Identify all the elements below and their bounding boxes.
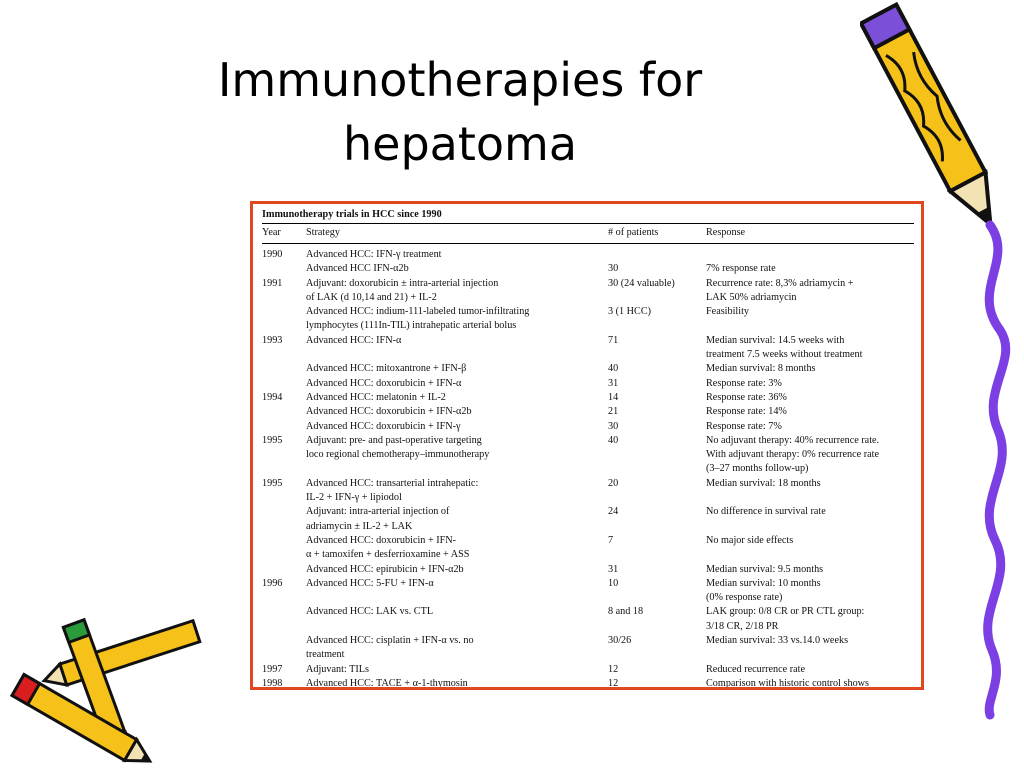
- cell-year-line: [262, 605, 306, 619]
- cell-response-line: No major side effects: [706, 534, 794, 546]
- cell-patients-line: 3 (1 HCC): [608, 306, 652, 318]
- table-row: [262, 334, 914, 363]
- cell-strategy: [306, 477, 608, 506]
- table-row: [262, 505, 914, 534]
- cell-strategy: [306, 663, 608, 677]
- cell-year: [262, 563, 306, 577]
- cell-response-line: Median survival: 14.5 weeks with: [706, 334, 845, 346]
- cell-strategy: [306, 391, 608, 405]
- cell-patients: [608, 334, 706, 363]
- cell-strategy: [306, 634, 608, 663]
- cell-response-line: 7% response rate: [706, 263, 776, 275]
- cell-patients: [608, 405, 706, 419]
- cell-year-line: [262, 405, 306, 419]
- cell-patients-line: 21: [608, 406, 619, 418]
- cell-patients: [608, 505, 706, 534]
- cell-year: [262, 405, 306, 419]
- cell-strategy: [306, 377, 608, 391]
- cell-patients-line: [608, 248, 706, 262]
- cell-strategy-line: Advanced HCC: doxorubicin + IFN-γ: [306, 420, 461, 432]
- cell-strategy-line: Advanced HCC: melatonin + IL-2: [306, 391, 446, 403]
- cell-year-line: 1996: [262, 577, 283, 589]
- squiggle-decoration-icon: [960, 220, 1024, 720]
- cell-strategy: [306, 505, 608, 534]
- cell-patients-line: 24: [608, 506, 619, 518]
- cell-patients: [608, 563, 706, 577]
- cell-response: [706, 248, 914, 262]
- cell-patients-line: 12: [608, 677, 619, 689]
- cell-patients-line: 31: [608, 377, 619, 389]
- cell-year: [262, 434, 306, 477]
- cell-year-line: [262, 362, 306, 376]
- cell-strategy-line: loco regional chemotherapy–immunotherapy: [306, 449, 490, 461]
- cell-patients: [608, 277, 706, 306]
- cell-patients: [608, 663, 706, 677]
- cell-year: [262, 362, 306, 376]
- cell-year-line: 1993: [262, 334, 283, 346]
- cell-strategy-line: Advanced HCC: LAK vs. CTL: [306, 606, 434, 618]
- cell-strategy: [306, 262, 608, 276]
- cell-patients-line: 14: [608, 391, 619, 403]
- cell-strategy-line: IL-2 + IFN-γ + lipiodol: [306, 492, 402, 504]
- cell-strategy-line: Adjuvant: pre- and past-operative targeting: [306, 434, 482, 446]
- cell-patients: [608, 377, 706, 391]
- table-row: [262, 577, 914, 606]
- cell-strategy: [306, 434, 608, 477]
- table-row: [262, 634, 914, 663]
- cell-patients-line: 40: [608, 434, 619, 446]
- cell-year: [262, 677, 306, 690]
- table-row: [262, 563, 914, 577]
- table-row: [262, 362, 914, 376]
- cell-year: [262, 577, 306, 606]
- cell-year-line: [262, 563, 306, 577]
- cell-response: [706, 605, 914, 634]
- cell-strategy-line: Advanced HCC IFN-α2b: [306, 263, 409, 275]
- cell-strategy-line: Adjuvant: doxorubicin ± intra-arterial injection: [306, 277, 499, 289]
- cell-response: [706, 634, 914, 663]
- cell-patients: [608, 362, 706, 376]
- cell-strategy-line: Advanced HCC: mitoxantrone + IFN-β: [306, 363, 467, 375]
- cell-patients-line: 7: [608, 534, 614, 546]
- cell-response-line: No adjuvant therapy: 40% recurrence rate.: [706, 434, 880, 446]
- immunotherapy-table: [262, 208, 914, 690]
- cell-response: [706, 334, 914, 363]
- cell-year: [262, 605, 306, 634]
- table-row: [262, 534, 914, 563]
- cell-patients: [608, 477, 706, 506]
- cell-patients: [608, 677, 706, 690]
- cell-year-line: [262, 305, 306, 319]
- cell-year-line: [262, 377, 306, 391]
- cell-strategy: [306, 362, 608, 376]
- cell-strategy-line: of LAK (d 10,14 and 21) + IL-2: [306, 291, 437, 303]
- cell-year: [262, 534, 306, 563]
- cell-patients-line: 30: [608, 263, 619, 275]
- table-row: [262, 663, 914, 677]
- table-row: [262, 420, 914, 434]
- cell-strategy-line: Advanced HCC: indium-111-labeled tumor-infiltrating: [306, 306, 530, 318]
- cell-response-line: [706, 248, 914, 262]
- cell-year: [262, 262, 306, 276]
- cell-year: [262, 248, 306, 262]
- cell-response-line: Comparison with historic control shows: [706, 677, 869, 689]
- cell-response-line: Median survival: 10 months: [706, 577, 821, 589]
- cell-strategy-line: adriamycin ± IL-2 + LAK: [306, 520, 413, 532]
- cell-strategy-line: Adjuvant: intra-arterial injection of: [306, 506, 450, 518]
- cell-response: [706, 362, 914, 376]
- cell-year: [262, 277, 306, 306]
- cell-strategy: [306, 405, 608, 419]
- cell-year-line: 1997: [262, 663, 283, 675]
- cell-year-line: 1995: [262, 477, 283, 489]
- cell-patients-line: 20: [608, 477, 619, 489]
- cell-strategy: [306, 605, 608, 634]
- cell-response: [706, 434, 914, 477]
- cell-response-line: (0% response rate): [706, 592, 783, 604]
- cell-strategy-line: Advanced HCC: transarterial intrahepatic:: [306, 477, 479, 489]
- cell-response-line: Response rate: 3%: [706, 377, 782, 389]
- cell-strategy-line: α + tamoxifen + desferrioxamine + ASS: [306, 549, 470, 561]
- cell-response-line: Median survival: 33 vs.14.0 weeks: [706, 635, 849, 647]
- cell-strategy-line: Advanced HCC: 5-FU + IFN-α: [306, 577, 434, 589]
- cell-patients-line: 31: [608, 563, 619, 575]
- cell-strategy-line: Advanced HCC: IFN-α: [306, 334, 402, 346]
- cell-strategy-line: Adjuvant: TILs: [306, 663, 369, 675]
- cell-response-line: Response rate: 14%: [706, 406, 787, 418]
- cell-strategy: [306, 248, 608, 262]
- cell-patients: [608, 434, 706, 477]
- cell-strategy-line: Advanced HCC: TACE + α-1-thymosin: [306, 677, 468, 689]
- cell-response-line: Median survival: 9.5 months: [706, 563, 824, 575]
- cell-strategy: [306, 563, 608, 577]
- cell-patients: [608, 534, 706, 563]
- cell-response-line: With adjuvant therapy: 0% recurrence rate: [706, 449, 879, 461]
- cell-year: [262, 334, 306, 363]
- cell-year-line: 1991: [262, 277, 283, 289]
- cell-response: [706, 663, 914, 677]
- cell-response: [706, 377, 914, 391]
- cell-patients: [608, 305, 706, 334]
- table-row: [262, 305, 914, 334]
- cell-year-line: 1995: [262, 434, 283, 446]
- cell-response: [706, 477, 914, 506]
- cell-year-line: 1994: [262, 391, 283, 403]
- cell-response: [706, 505, 914, 534]
- cell-patients-line: 8 and 18: [608, 606, 644, 618]
- table-row: [262, 277, 914, 306]
- cell-strategy-line: Advanced HCC: doxorubicin + IFN-α2b: [306, 406, 472, 418]
- cell-response-line: Reduced recurrence rate: [706, 663, 805, 675]
- cell-patients-line: 30: [608, 420, 619, 432]
- cell-response-line: Recurrence rate: 8,3% adriamycin +: [706, 277, 854, 289]
- cell-year: [262, 420, 306, 434]
- cell-year: [262, 663, 306, 677]
- cell-year: [262, 505, 306, 534]
- cell-patients-line: 40: [608, 363, 619, 375]
- cell-response-line: Median survival: 18 months: [706, 477, 821, 489]
- cell-response: [706, 677, 914, 690]
- table-header-row: [262, 224, 914, 244]
- cell-patients: [608, 248, 706, 262]
- cell-strategy-line: treatment: [306, 649, 345, 661]
- cell-patients-line: 71: [608, 334, 619, 346]
- cell-year: [262, 391, 306, 405]
- cell-response-line: LAK 50% adriamycin: [706, 291, 797, 303]
- cell-year-line: 1998: [262, 677, 283, 689]
- cell-patients-line: 30 (24 valuable): [608, 277, 675, 289]
- cell-year: [262, 305, 306, 334]
- cell-year-line: [262, 420, 306, 434]
- table-row: [262, 248, 914, 262]
- title-line-1: Immunotherapies for: [217, 53, 703, 107]
- cell-year-line: [262, 262, 306, 276]
- cell-strategy: [306, 577, 608, 606]
- cell-patients: [608, 420, 706, 434]
- cell-year: [262, 634, 306, 663]
- cell-response: [706, 262, 914, 276]
- header-patients: # of patients: [608, 227, 659, 239]
- cell-year: [262, 477, 306, 506]
- slide-title: [160, 48, 760, 176]
- header-response: Response: [706, 227, 746, 239]
- cell-patients-line: 30/26: [608, 635, 632, 647]
- cell-patients-line: 10: [608, 577, 619, 589]
- cell-strategy-line: lymphocytes (111In-TIL) intrahepatic arterial bolus: [306, 320, 517, 332]
- cell-patients-line: 12: [608, 663, 619, 675]
- table-row: [262, 405, 914, 419]
- cell-response-line: 3/18 CR, 2/18 PR: [706, 620, 779, 632]
- cell-strategy: [306, 534, 608, 563]
- cell-response: [706, 534, 914, 563]
- cell-strategy-line: Advanced HCC: doxorubicin + IFN-α: [306, 377, 462, 389]
- cell-response: [706, 577, 914, 606]
- cell-response: [706, 391, 914, 405]
- cell-year-line: [262, 505, 306, 519]
- cell-response-line: treatment 7.5 weeks without treatment: [706, 349, 863, 361]
- header-year: Year: [262, 227, 281, 239]
- cell-year-line: 1990: [262, 249, 283, 260]
- cell-patients: [608, 577, 706, 606]
- table-row: [262, 434, 914, 477]
- cell-strategy: [306, 420, 608, 434]
- cell-strategy: [306, 334, 608, 363]
- cell-response: [706, 405, 914, 419]
- table-row: [262, 677, 914, 690]
- cell-response-line: Feasibility: [706, 306, 750, 318]
- cell-year-line: [262, 534, 306, 548]
- cell-strategy-line: Advanced HCC: cisplatin + IFN-α vs. no: [306, 635, 474, 647]
- table-row: [262, 391, 914, 405]
- table-row: [262, 377, 914, 391]
- cell-patients: [608, 262, 706, 276]
- title-line-2: hepatoma: [342, 117, 578, 171]
- cell-strategy-line: Advanced HCC: epirubicin + IFN-α2b: [306, 563, 464, 575]
- cell-response-line: Median survival: 8 months: [706, 363, 816, 375]
- cell-strategy-line: Advanced HCC: IFN-γ treatment: [306, 249, 442, 260]
- cell-patients: [608, 605, 706, 634]
- cell-strategy-line: Advanced HCC: doxorubicin + IFN-: [306, 534, 457, 546]
- cell-response-line: (3–27 months follow-up): [706, 463, 809, 475]
- table-body: [262, 244, 914, 690]
- cell-response: [706, 277, 914, 306]
- cell-response: [706, 563, 914, 577]
- cell-patients: [608, 391, 706, 405]
- header-strategy: Strategy: [306, 227, 340, 239]
- cell-response: [706, 420, 914, 434]
- table-caption: Immunotherapy trials in HCC since 1990: [262, 208, 914, 224]
- table-row: [262, 477, 914, 506]
- cell-response-line: No difference in survival rate: [706, 506, 826, 518]
- table-frame: [250, 201, 924, 690]
- cell-year-line: [262, 634, 306, 648]
- cell-response-line: Response rate: 7%: [706, 420, 782, 432]
- cell-strategy: [306, 277, 608, 306]
- cell-response: [706, 305, 914, 334]
- cell-patients: [608, 634, 706, 663]
- cell-year: [262, 377, 306, 391]
- cell-strategy: [306, 677, 608, 690]
- table-row: [262, 262, 914, 276]
- cell-response-line: Response rate: 36%: [706, 391, 787, 403]
- pencils-bottom-left-icon: [0, 615, 210, 765]
- cell-response-line: LAK group: 0/8 CR or PR CTL group:: [706, 606, 865, 618]
- table-row: [262, 605, 914, 634]
- cell-strategy: [306, 305, 608, 334]
